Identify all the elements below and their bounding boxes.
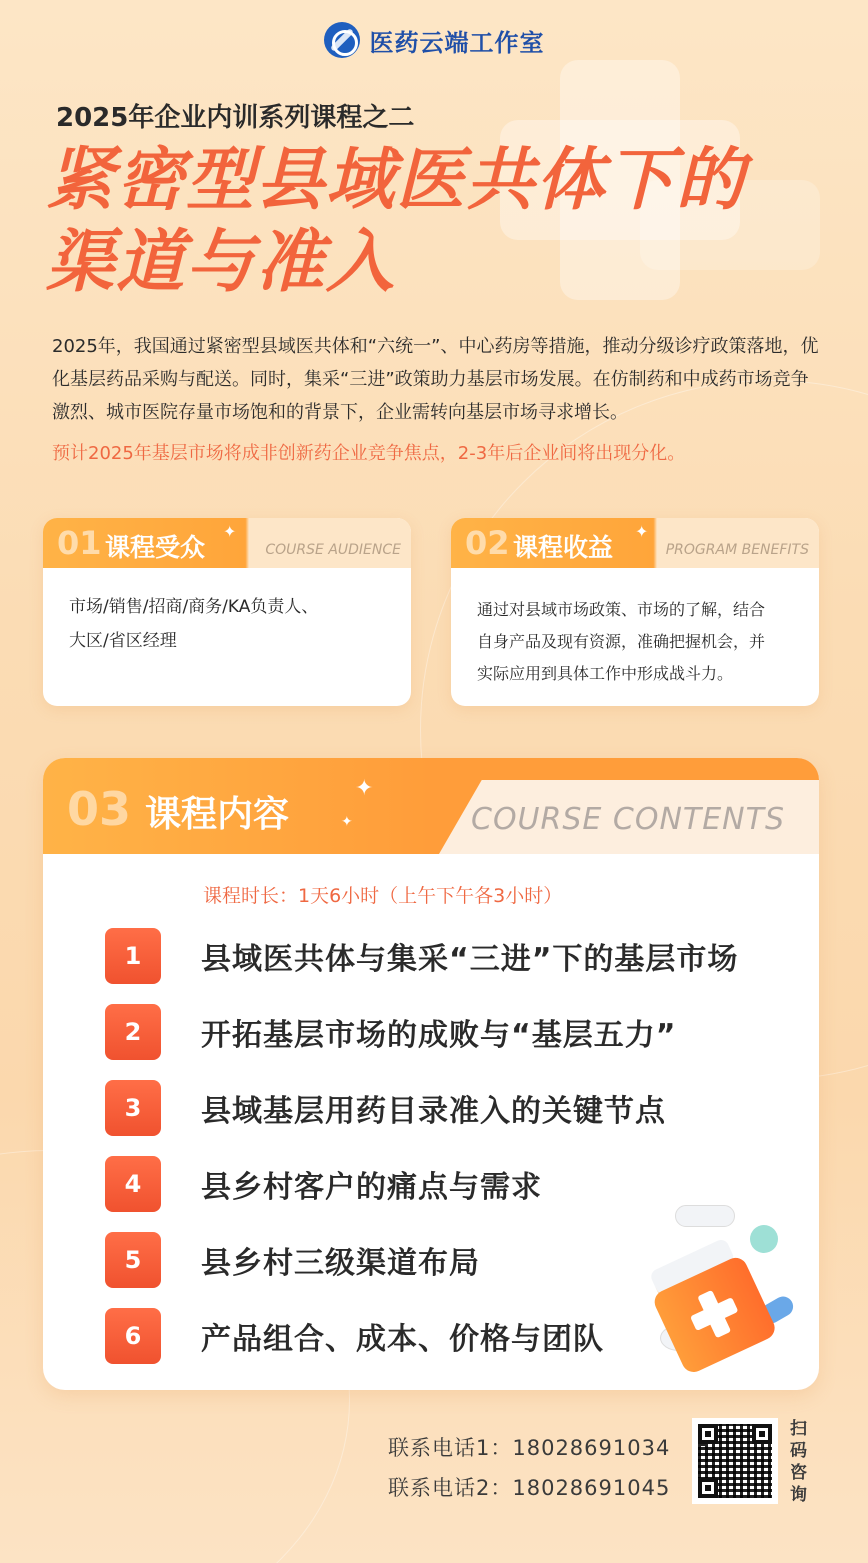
section-en-title: PROGRAM BENEFITS	[665, 542, 809, 558]
item-number-badge: 3	[105, 1080, 161, 1136]
benefits-line: 通过对县域市场政策、市场的了解，结合	[477, 600, 766, 619]
item-number-badge: 4	[105, 1156, 161, 1212]
audience-card	[43, 518, 411, 706]
benefits-text	[451, 568, 819, 690]
item-text: 县乡村客户的痛点与需求	[201, 1170, 542, 1205]
item-number-badge: 1	[105, 928, 161, 984]
contents-card-header	[43, 758, 819, 854]
course-duration: 课程时长：1天6小时（上午下午各3小时）	[203, 885, 563, 907]
course-title-line1: 紧密型县域医共体下的	[46, 141, 747, 220]
qr-finder-icon	[698, 1478, 718, 1498]
content-item	[105, 1308, 604, 1364]
intro-paragraph: 2025年，我国通过紧密型县域医共体和“六统一”、中心药房等措施，推动分级诊疗政策落地，优化基层药品采购与配送。同时，集采“三进”政策助力基层市场发展。在仿制药和中成药市场竞争激烈、城市医院存量市场饱和的背景下，企业需转向基层市场寻求增长。	[52, 336, 819, 423]
brand-name: 医药云端工作室	[369, 28, 545, 57]
course-title-line2: 渠道与准入	[46, 223, 397, 302]
audience-line: 大区/省区经理	[69, 631, 177, 651]
section-title: 课程收益	[513, 533, 614, 562]
item-text: 县乡村三级渠道布局	[201, 1246, 480, 1281]
audience-text	[43, 568, 411, 658]
benefits-line: 自身产品及现有资源，准确把握机会，并	[477, 632, 766, 651]
content-item	[105, 1232, 480, 1288]
section-number: 03	[67, 782, 132, 836]
qr-finder-icon	[698, 1424, 718, 1444]
section-title: 课程受众	[105, 533, 206, 562]
intro-highlight: 预计2025年基层市场将成非创新药企业竞争焦点，2-3年后企业间将出现分化。	[52, 443, 686, 464]
item-number-badge: 5	[105, 1232, 161, 1288]
section-number: 02	[465, 524, 510, 562]
brand-header	[0, 22, 868, 58]
benefits-line: 实际应用到具体工作中形成战斗力。	[477, 664, 734, 683]
section-number: 01	[57, 524, 102, 562]
cap-icon	[675, 1205, 735, 1227]
benefits-card-header	[451, 518, 819, 568]
contact-phone-2: 联系电话2：18028691045	[388, 1476, 671, 1500]
series-subtitle: 2025年企业内训系列课程之二	[56, 103, 415, 133]
qr-code[interactable]	[692, 1418, 778, 1504]
sparkle-icon: ✦	[341, 814, 353, 830]
contact-phone-1: 联系电话1：18028691034	[388, 1436, 671, 1460]
content-item	[105, 928, 738, 984]
sparkle-icon: ✦	[355, 776, 374, 801]
section-title: 课程内容	[145, 794, 290, 835]
brand-logo-icon	[324, 22, 360, 58]
sparkle-icon: ✦	[223, 522, 237, 541]
section-en-title: COURSE AUDIENCE	[265, 542, 401, 558]
content-item	[105, 1004, 676, 1060]
item-text: 县域基层用药目录准入的关键节点	[201, 1094, 666, 1129]
qr-finder-icon	[752, 1424, 772, 1444]
item-number-badge: 6	[105, 1308, 161, 1364]
sparkle-icon: ✦	[635, 522, 649, 541]
item-text: 产品组合、成本、价格与团队	[201, 1322, 604, 1357]
audience-line: 市场/销售/招商/商务/KA负责人、	[69, 597, 319, 617]
item-text: 县域医共体与集采“三进”下的基层市场	[201, 942, 739, 977]
scan-consult-label: 扫码咨询	[790, 1419, 807, 1505]
course-title	[46, 140, 746, 304]
content-item	[105, 1080, 666, 1136]
pill-icon	[750, 1225, 778, 1253]
item-text: 开拓基层市场的成败与“基层五力”	[201, 1018, 677, 1053]
content-item	[105, 1156, 542, 1212]
audience-card-header	[43, 518, 411, 568]
qr-code-pattern	[698, 1424, 772, 1498]
section-en-title: COURSE CONTENTS	[471, 802, 785, 837]
item-number-badge: 2	[105, 1004, 161, 1060]
benefits-card	[451, 518, 819, 706]
